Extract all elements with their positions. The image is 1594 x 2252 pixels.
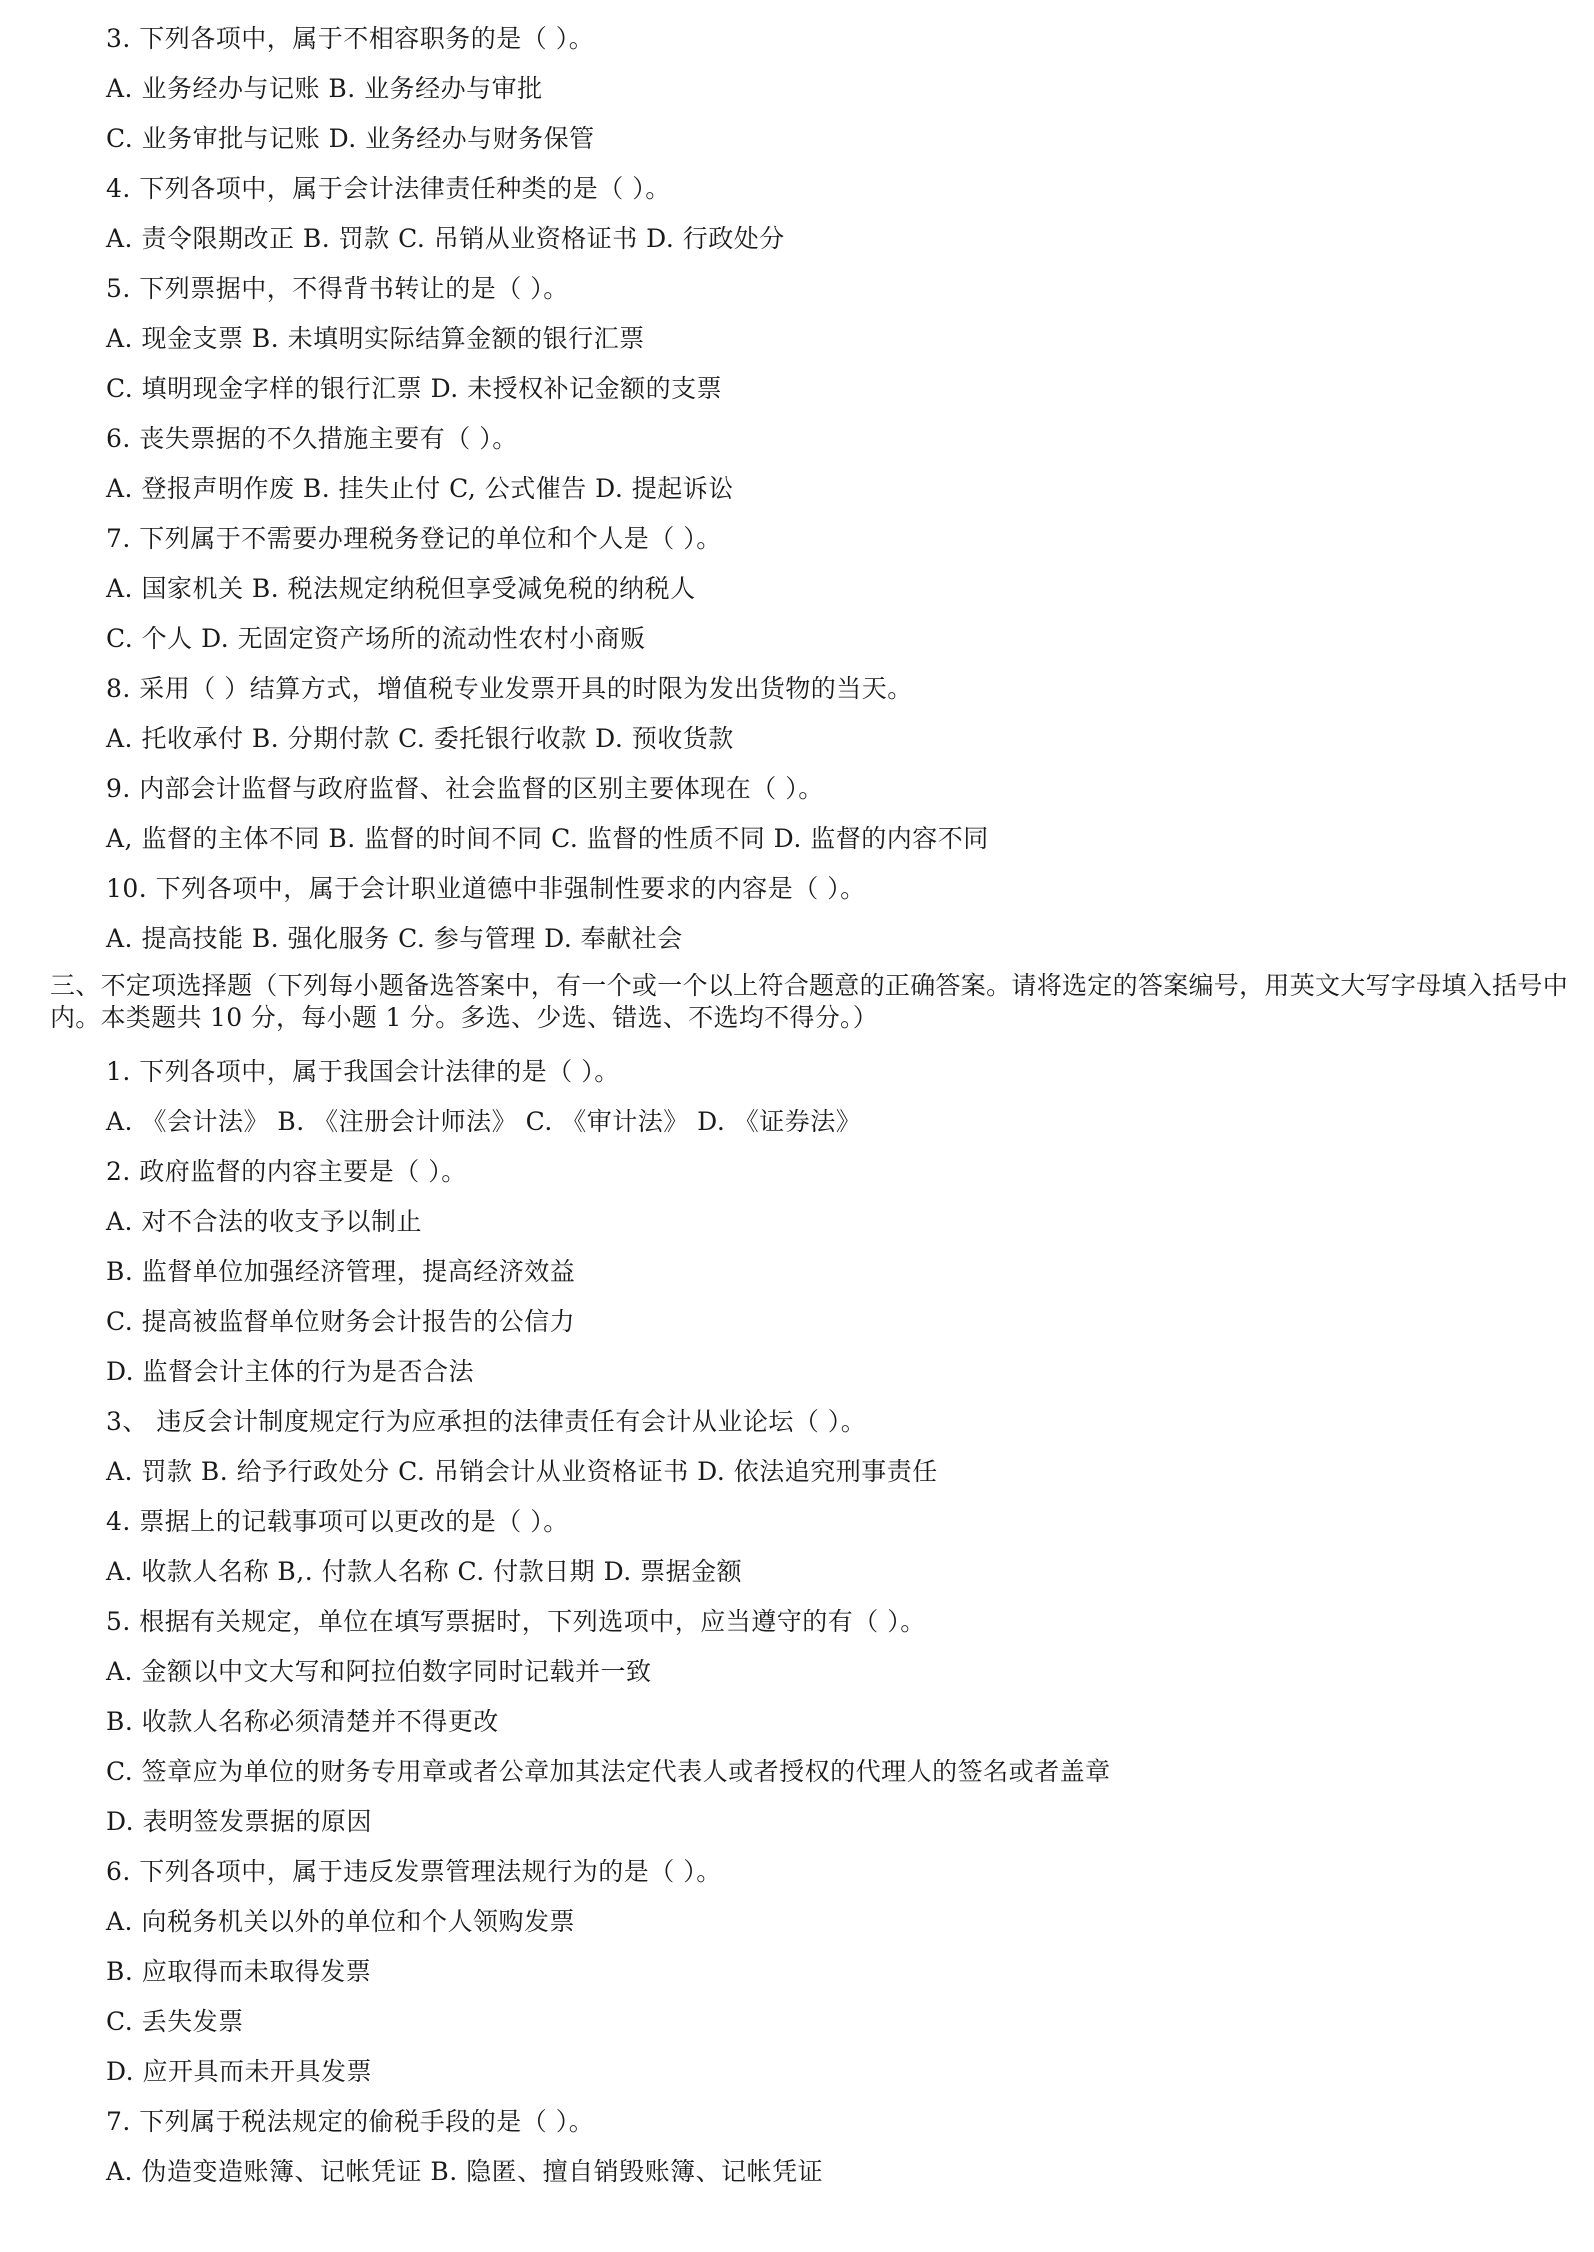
question-line: 3、 违反会计制度规定行为应承担的法律责任有会计从业论坛（ ）。 bbox=[106, 1407, 867, 1436]
option-line: A. 提高技能 B. 强化服务 C. 参与管理 D. 奉献社会 bbox=[106, 924, 683, 953]
option-line: A. 责令限期改正 B. 罚款 C. 吊销从业资格证书 D. 行政处分 bbox=[106, 224, 785, 253]
option-line: C. 业务审批与记账 D. 业务经办与财务保管 bbox=[106, 124, 595, 153]
option-line: A. 业务经办与记账 B. 业务经办与审批 bbox=[106, 74, 543, 103]
option-line: A. 登报声明作废 B. 挂失止付 C, 公式催告 D. 提起诉讼 bbox=[106, 474, 734, 503]
question-line: 4. 下列各项中，属于会计法律责任种类的是（ ）。 bbox=[106, 174, 671, 203]
question-line: 7. 下列属于税法规定的偷税手段的是（ ）。 bbox=[106, 2107, 595, 2136]
question-line: 5. 根据有关规定，单位在填写票据时，下列选项中，应当遵守的有（ ）。 bbox=[106, 1607, 926, 1636]
question-line: 1. 下列各项中，属于我国会计法律的是（ ）。 bbox=[106, 1057, 620, 1086]
option-line: A. 收款人名称 B,. 付款人名称 C. 付款日期 D. 票据金额 bbox=[106, 1557, 743, 1586]
option-line: D. 表明签发票据的原因 bbox=[106, 1807, 373, 1836]
option-line: C. 个人 D. 无固定资产场所的流动性农村小商贩 bbox=[106, 624, 646, 653]
question-line: 6. 丧失票据的不久措施主要有（ ）。 bbox=[106, 424, 518, 453]
option-line: A. 金额以中文大写和阿拉伯数字同时记载并一致 bbox=[106, 1657, 652, 1686]
question-line: 6. 下列各项中，属于违反发票管理法规行为的是（ ）。 bbox=[106, 1857, 722, 1886]
section-header: 三、不定项选择题（下列每小题备选答案中，有一个或一个以上符合题意的正确答案。请将选定的答案编号，用英文大写字母填入括号中内。本类题共 10 分，每小题 1 分。多选、少选、错选、不选均不得分。） bbox=[50, 971, 1569, 1032]
option-line: A. 国家机关 B. 税法规定纳税但享受减免税的纳税人 bbox=[106, 574, 696, 603]
option-line: B. 应取得而未取得发票 bbox=[106, 1957, 372, 1986]
option-line: B. 监督单位加强经济管理，提高经济效益 bbox=[106, 1257, 576, 1286]
option-line: A. 对不合法的收支予以制止 bbox=[106, 1207, 422, 1236]
option-line: A. 罚款 B. 给予行政处分 C. 吊销会计从业资格证书 D. 依法追究刑事责任 bbox=[106, 1457, 938, 1486]
option-line: B. 收款人名称必须清楚并不得更改 bbox=[106, 1707, 499, 1736]
option-line: A. 伪造变造账簿、记帐凭证 B. 隐匿、擅自销毁账簿、记帐凭证 bbox=[106, 2157, 824, 2186]
option-line: A. 向税务机关以外的单位和个人领购发票 bbox=[106, 1907, 575, 1936]
question-line: 8. 采用（ ）结算方式，增值税专业发票开具的时限为发出货物的当天。 bbox=[106, 674, 913, 703]
question-line: 9. 内部会计监督与政府监督、社会监督的区别主要体现在（ ）。 bbox=[106, 774, 824, 803]
option-line: C. 丢失发票 bbox=[106, 2007, 244, 2036]
question-line: 7. 下列属于不需要办理税务登记的单位和个人是（ ）。 bbox=[106, 524, 722, 553]
option-line: C. 填明现金字样的银行汇票 D. 未授权补记金额的支票 bbox=[106, 374, 723, 403]
question-line: 3. 下列各项中，属于不相容职务的是（ ）。 bbox=[106, 24, 595, 53]
option-line: A. 《会计法》 B. 《注册会计师法》 C. 《审计法》 D. 《证券法》 bbox=[106, 1107, 862, 1136]
option-line: A. 托收承付 B. 分期付款 C. 委托银行收款 D. 预收货款 bbox=[106, 724, 734, 753]
option-line: D. 应开具而未开具发票 bbox=[106, 2057, 373, 2086]
option-line: A, 监督的主体不同 B. 监督的时间不同 C. 监督的性质不同 D. 监督的内容不同 bbox=[106, 824, 989, 853]
question-line: 10. 下列各项中，属于会计职业道德中非强制性要求的内容是（ ）。 bbox=[106, 874, 866, 903]
question-line: 2. 政府监督的内容主要是（ ）。 bbox=[106, 1157, 467, 1186]
question-line: 5. 下列票据中，不得背书转让的是（ ）。 bbox=[106, 274, 569, 303]
question-line: 4. 票据上的记载事项可以更改的是（ ）。 bbox=[106, 1507, 569, 1536]
option-line: A. 现金支票 B. 未填明实际结算金额的银行汇票 bbox=[106, 324, 645, 353]
option-line: C. 签章应为单位的财务专用章或者公章加其法定代表人或者授权的代理人的签名或者盖章 bbox=[106, 1757, 1111, 1786]
option-line: D. 监督会计主体的行为是否合法 bbox=[106, 1357, 475, 1386]
option-line: C. 提高被监督单位财务会计报告的公信力 bbox=[106, 1307, 576, 1336]
